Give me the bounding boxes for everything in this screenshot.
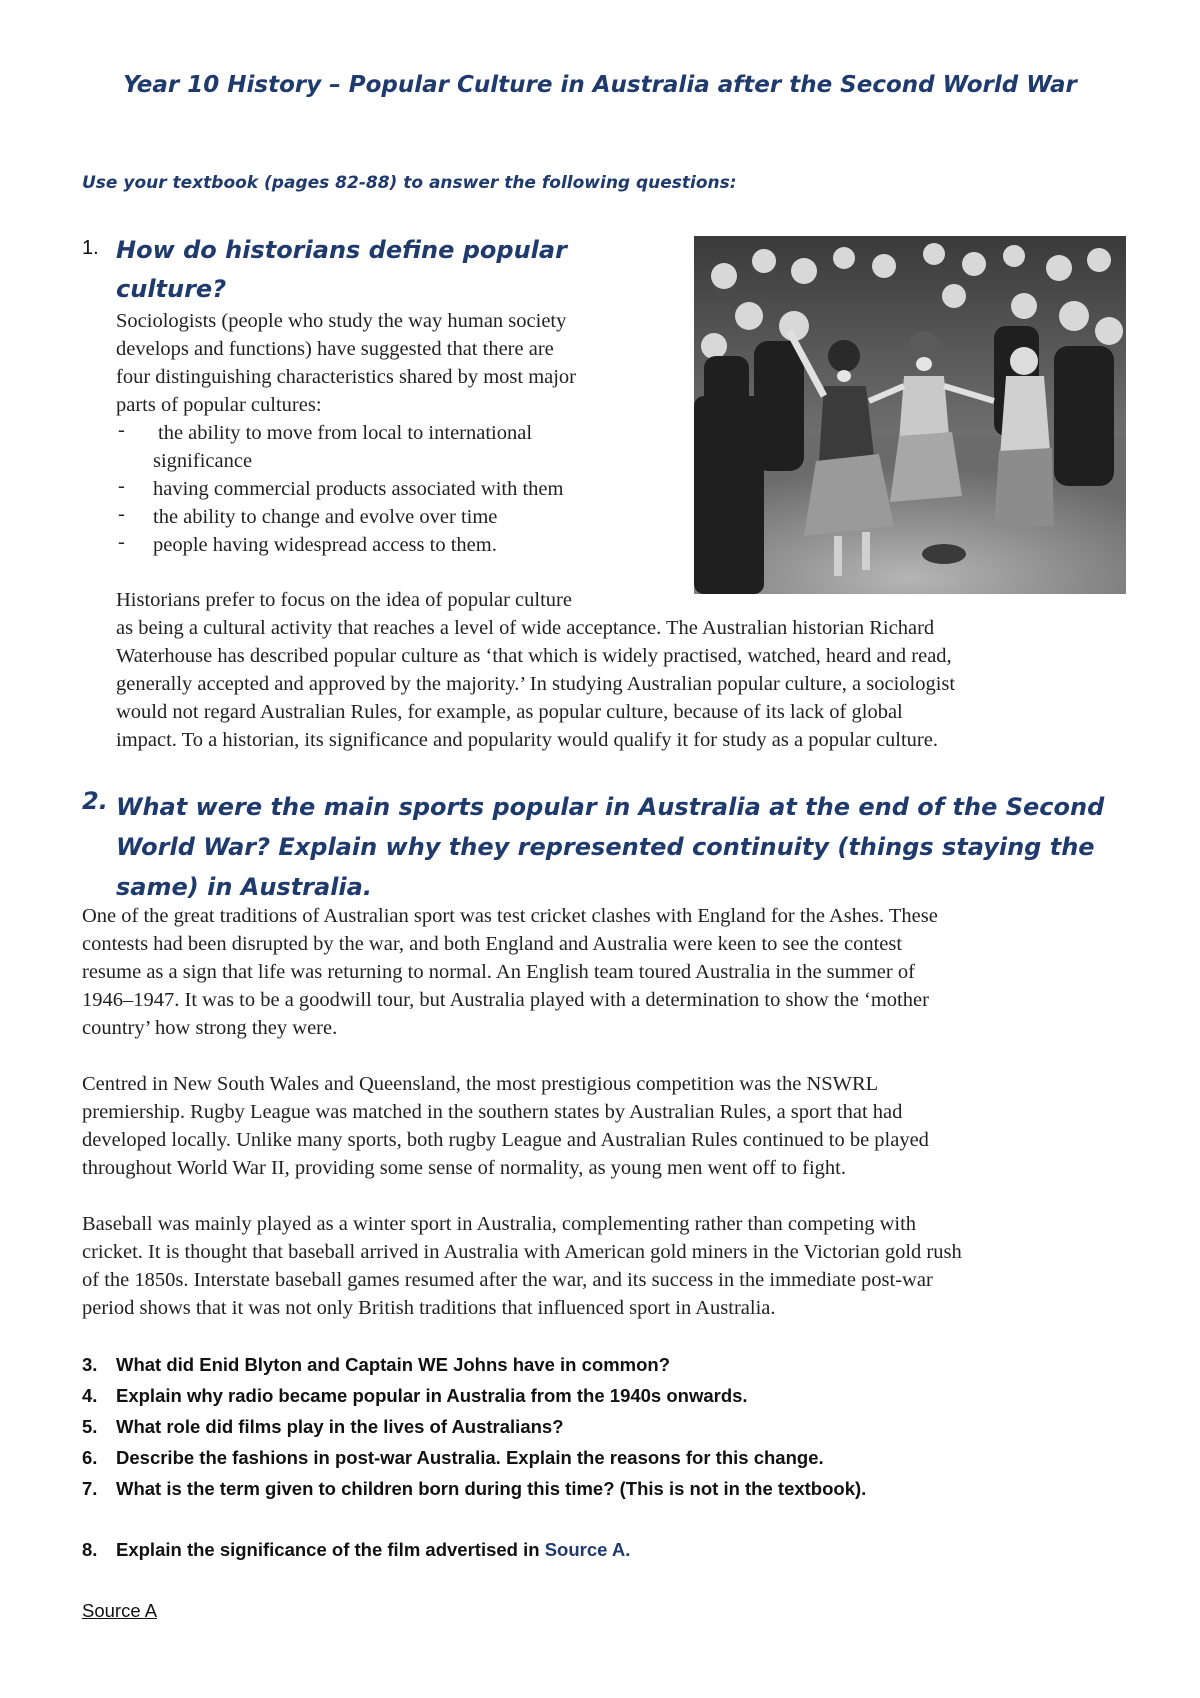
q1-intro: [116, 307, 676, 419]
paragraph-line: premiership. Rugby League was matched in the southern states by Australian Rules, a sport that had: [82, 1101, 903, 1123]
q1-intro-line: parts of popular cultures:: [116, 394, 322, 416]
paragraph-line: cricket. It is thought that baseball arrived in Australia with American gold miners in the Victorian gold rush: [82, 1241, 962, 1263]
q1-intro-line: Sociologists (people who study the way human society: [116, 310, 567, 332]
paragraph-line: developed locally. Unlike many sports, both rugby League and Australian Rules continued to be played: [82, 1129, 929, 1151]
question-number: 5.: [82, 1416, 98, 1437]
question-text: What did Enid Blyton and Captain WE Johns have in common?: [116, 1354, 670, 1375]
paragraph-line: country’ how strong they were.: [82, 1017, 338, 1039]
question-number: 4.: [82, 1385, 98, 1406]
q1-para-line: generally accepted and approved by the majority.’ In studying Australian popular culture, a sociologist: [116, 673, 956, 695]
paragraph-line: contests had been disrupted by the war, and both England and Australia were keen to see the contest: [82, 933, 903, 955]
bullet-text: people having widespread access to them.: [153, 534, 497, 556]
question-text-main: Explain the significance of the film advertised in: [116, 1539, 545, 1560]
bullet-marker: -: [118, 503, 125, 525]
paragraph-line: 1946–1947. It was to be a goodwill tour, but Australia played with a determination to show the ‘mother: [82, 989, 929, 1011]
q2-heading-line: World War? Explain why they represented continuity (things staying the: [116, 833, 1095, 861]
question-number: 8.: [82, 1539, 98, 1560]
question-text: Explain why radio became popular in Australia from the 1940s onwards.: [116, 1385, 748, 1406]
bullet-text: having commercial products associated with them: [153, 478, 564, 500]
source-a-label: Source A: [82, 1600, 158, 1621]
q2-paragraph-baseball: [82, 1210, 1142, 1322]
q2-number: 2.: [82, 787, 108, 815]
question-number: 3.: [82, 1354, 98, 1375]
paragraph-line: resume as a sign that life was returning to normal. An English team toured Australia in the summer of: [82, 961, 915, 983]
q1-para-line: Historians prefer to focus on the idea of popular culture: [116, 589, 572, 611]
page-title: Year 10 History – Popular Culture in Australia after the Second World War: [123, 72, 1077, 98]
q1-intro-line: four distinguishing characteristics shared by most major: [116, 366, 577, 388]
q1-heading: [116, 231, 616, 309]
bullet-marker: -: [118, 475, 125, 497]
q1-para-line: Waterhouse has described popular culture as ‘that which is widely practised, watched, heard and read,: [116, 645, 952, 667]
q2-heading-line: same) in Australia.: [116, 873, 372, 901]
question-text: What role did films play in the lives of Australians?: [116, 1416, 564, 1437]
q1-number: 1.: [82, 237, 99, 259]
bullet-marker: -: [118, 531, 125, 553]
paragraph-line: One of the great traditions of Australian sport was test cricket clashes with England for the Ashes. These: [82, 905, 938, 927]
bullet-text: significance: [153, 450, 253, 472]
question-text: Describe the fashions in post-war Australia. Explain the reasons for this change.: [116, 1447, 824, 1468]
question-text: What is the term given to children born during this time? (This is not in the textbook).: [116, 1478, 867, 1499]
bullet-text: the ability to move from local to international: [158, 422, 533, 444]
q1-para-line: impact. To a historian, its significance and popularity would qualify it for study as a popular culture.: [116, 729, 938, 751]
paragraph-line: Centred in New South Wales and Queensland, the most prestigious competition was the NSWRL: [82, 1073, 879, 1095]
q2-heading-line: What were the main sports popular in Australia at the end of the Second: [116, 793, 1105, 821]
question-number: 6.: [82, 1447, 98, 1468]
question-text: [116, 1539, 630, 1561]
paragraph-line: period shows that it was not only British traditions that influenced sport in Australia.: [82, 1297, 776, 1319]
dance-photograph: [694, 236, 1126, 594]
q2-paragraph-rugby: [82, 1070, 1142, 1182]
paragraph-line: of the 1850s. Interstate baseball games resumed after the war, and its success in the immediate post-war: [82, 1269, 933, 1291]
bullet-text: the ability to change and evolve over time: [153, 506, 498, 528]
q1-para-line: as being a cultural activity that reaches a level of wide acceptance. The Australian historian Richard: [116, 617, 935, 639]
bullet-marker: -: [118, 419, 125, 441]
q1-paragraph: [116, 586, 1136, 754]
q1-intro-line: develops and functions) have suggested that there are: [116, 338, 554, 360]
question-number: 7.: [82, 1478, 98, 1499]
instructions: Use your textbook (pages 82-88) to answer the following questions:: [82, 173, 737, 193]
paragraph-line: throughout World War II, providing some sense of normality, as young men went off to fight.: [82, 1157, 847, 1179]
q2-heading: [116, 787, 1116, 907]
source-a-reference: Source A.: [544, 1539, 631, 1560]
q1-para-line: would not regard Australian Rules, for example, as popular culture, because of its lack of global: [116, 701, 903, 723]
paragraph-line: Baseball was mainly played as a winter sport in Australia, complementing rather than competing with: [82, 1213, 917, 1235]
q1-heading-line: How do historians define popular: [116, 236, 567, 264]
q1-heading-line: culture?: [116, 275, 227, 303]
q2-paragraph-cricket: [82, 902, 1142, 1042]
